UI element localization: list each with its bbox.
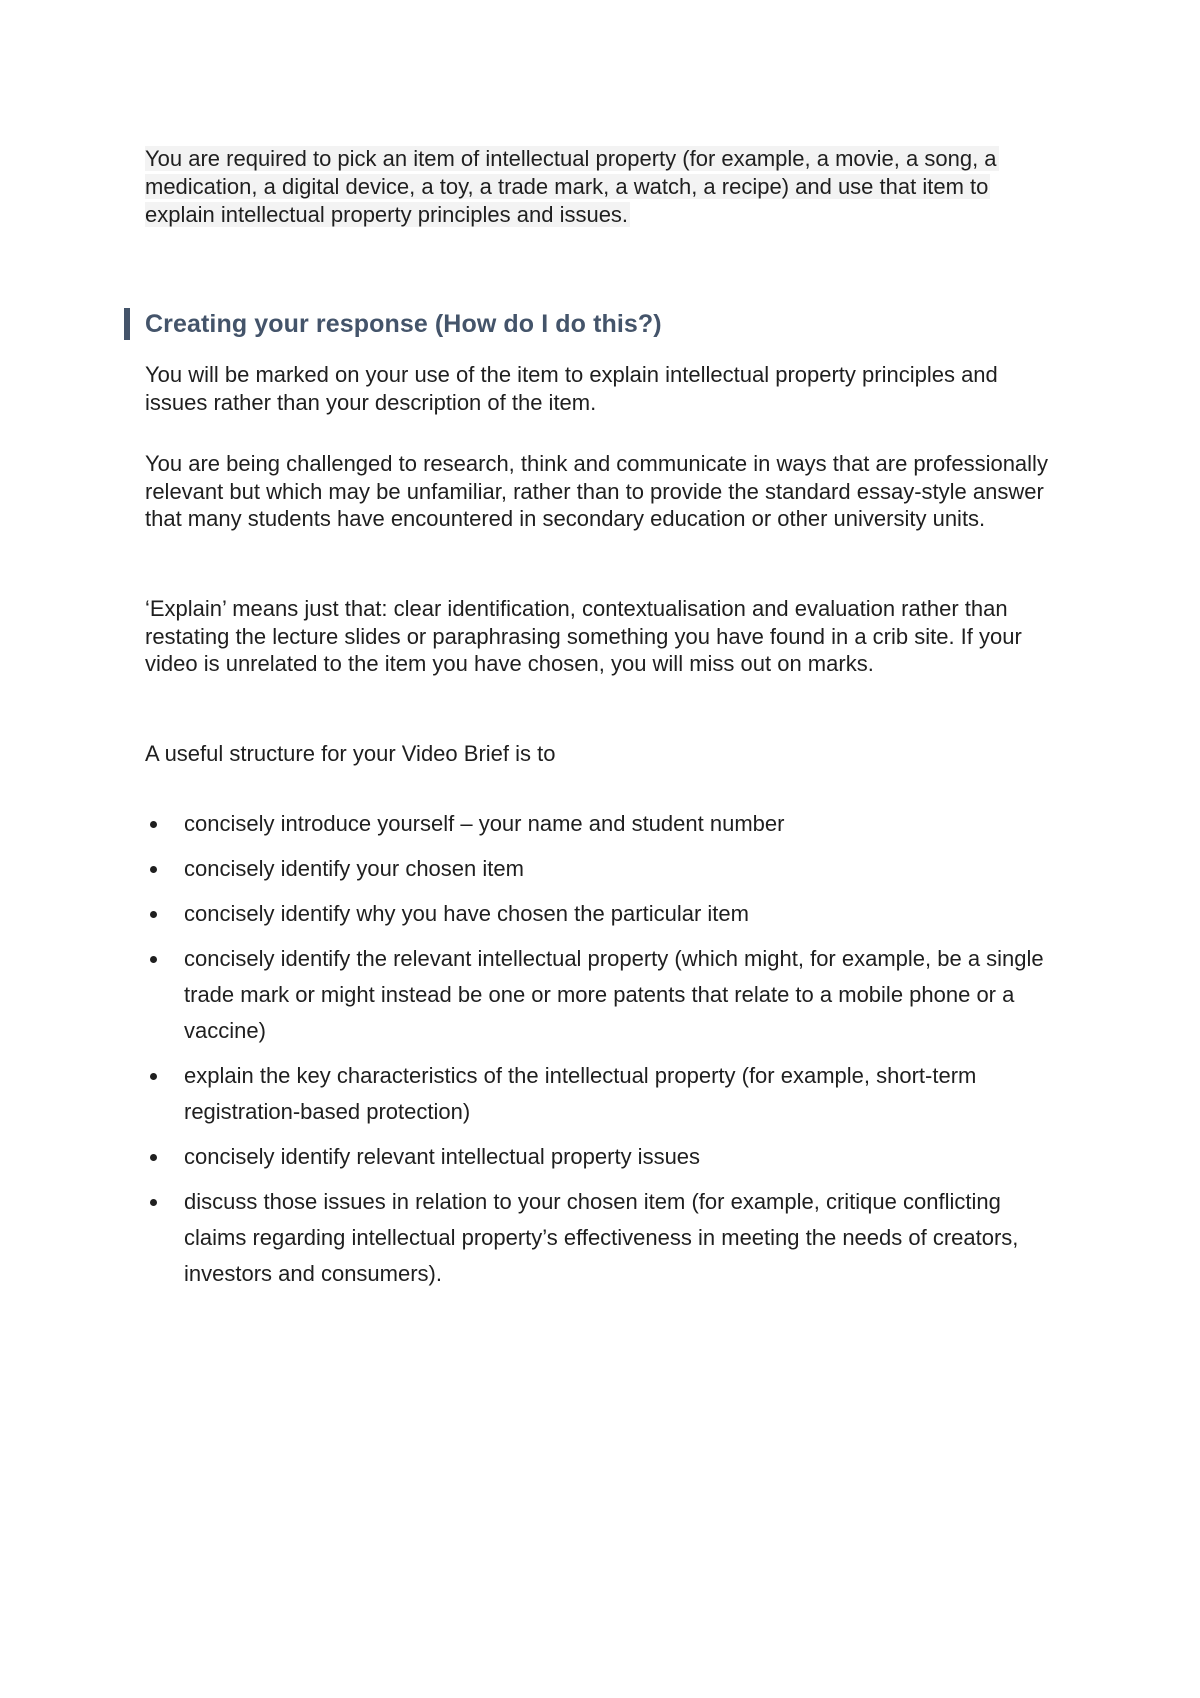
bullet-icon <box>150 1154 157 1161</box>
list-item-text: concisely identify the relevant intellectual property (which might, for example, be a single trade mark or might instead be one or more patents that relate to a mobile phone or a vaccine) <box>184 946 1044 1043</box>
bullet-icon <box>150 866 157 873</box>
list-item <box>145 941 1065 1049</box>
list-item <box>145 1139 1065 1175</box>
bullet-icon <box>150 956 157 963</box>
intro-text: You are required to pick an item of intellectual property (for example, a movie, a song, a medication, a digital device, a toy, a trade mark, a watch, a recipe) and use that item to explain intellectual property principles and issues. <box>145 146 997 227</box>
list-item-text: concisely identify your chosen item <box>184 856 524 881</box>
list-item-text: explain the key characteristics of the intellectual property (for example, short-term registration-based protection) <box>184 1063 977 1124</box>
list-item-text: concisely identify relevant intellectual property issues <box>184 1144 701 1169</box>
paragraph-explain: ‘Explain’ means just that: clear identification, contextualisation and evaluation rather than restating the lecture slides or paraphrasing something you have found in a crib site. If your video is unrelated to the item you have chosen, you will miss out on marks. <box>145 596 1022 676</box>
list-item <box>145 896 1065 932</box>
section-heading-block <box>124 307 662 341</box>
structure-bullet-list <box>145 806 1065 1301</box>
list-item <box>145 1184 1065 1292</box>
bullet-icon <box>150 1073 157 1080</box>
list-item-text: discuss those issues in relation to your chosen item (for example, critique conflicting claims regarding intellectual property’s effectiveness in meeting the needs of creators, investors and consumers). <box>184 1189 1019 1286</box>
bullet-icon <box>150 1199 157 1206</box>
list-item <box>145 851 1065 887</box>
bullet-icon <box>150 911 157 918</box>
list-item-text: concisely introduce yourself – your name and student number <box>184 811 785 836</box>
bullet-icon <box>150 821 157 828</box>
paragraph-marking: You will be marked on your use of the item to explain intellectual property principles and issues rather than your description of the item. <box>145 362 998 415</box>
section-heading: Creating your response (How do I do this?) <box>145 310 662 338</box>
list-item <box>145 1058 1065 1130</box>
list-item-text: concisely identify why you have chosen the particular item <box>184 901 749 926</box>
list-item <box>145 806 1065 842</box>
paragraph-structure-intro: A useful structure for your Video Brief is to <box>145 741 556 766</box>
heading-accent-bar <box>124 308 130 340</box>
paragraph-challenge: You are being challenged to research, think and communicate in ways that are professionally relevant but which may be unfamiliar, rather than to provide the standard essay-style answer that many students have encountered in secondary education or other university units. <box>145 451 1048 531</box>
intro-paragraph <box>145 145 1045 229</box>
